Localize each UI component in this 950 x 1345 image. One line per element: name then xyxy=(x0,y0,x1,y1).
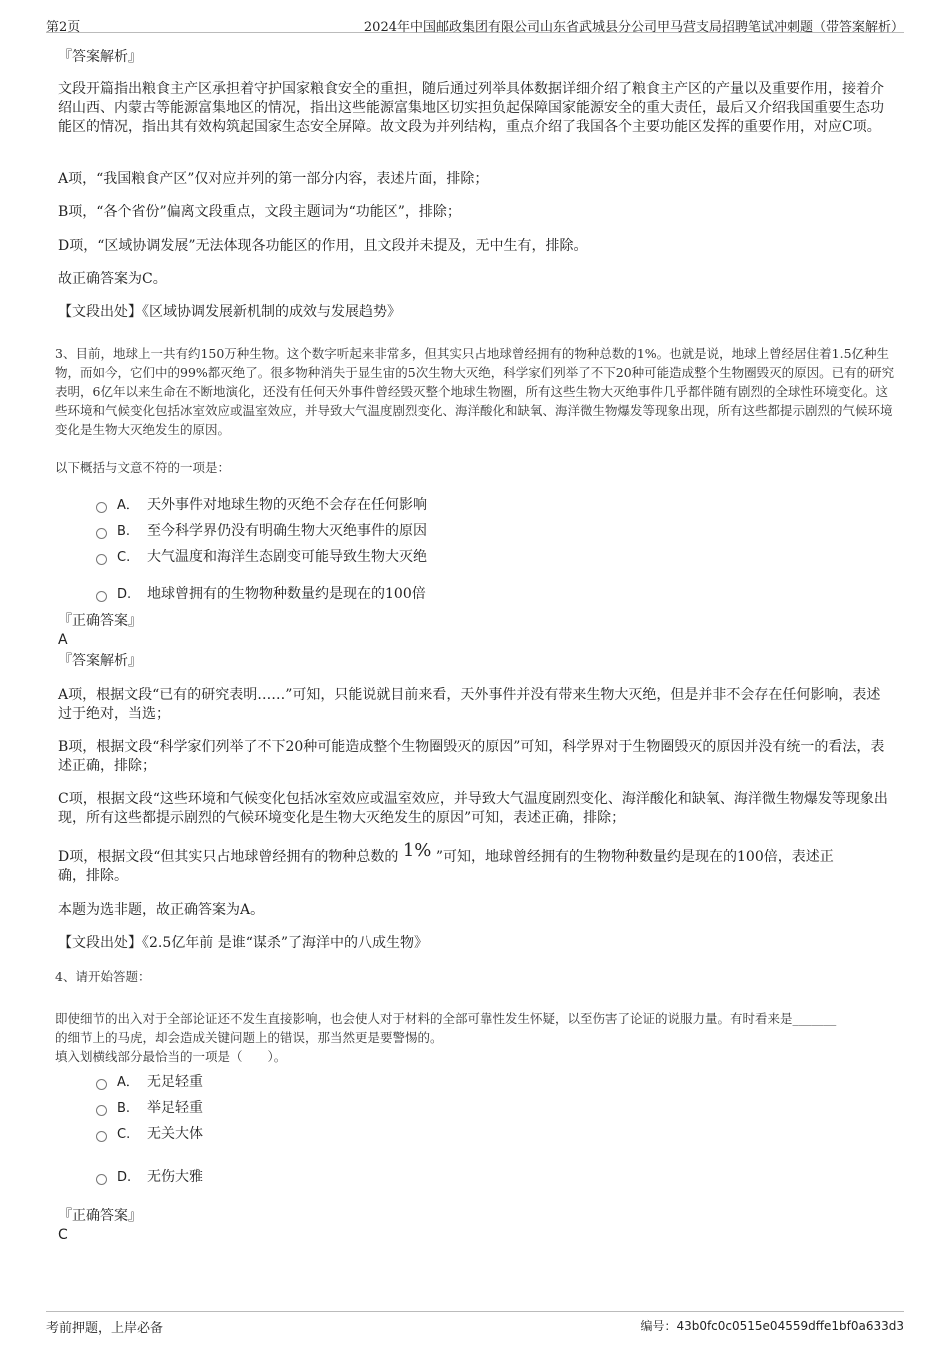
page-number: 第2页 xyxy=(46,20,81,35)
q3-analysis-title: 『答案解析』 xyxy=(58,653,142,669)
option-text: 无关大体 xyxy=(147,1126,203,1142)
q2-option-d-analysis: D项，“区域协调发展”无法体现各功能区的作用，且文段并未提及，无中生有，排除。 xyxy=(58,238,588,254)
option-text: 天外事件对地球生物的灭绝不会存在任何影响 xyxy=(147,497,427,513)
radio-icon[interactable] xyxy=(96,554,107,565)
q3-option-d[interactable] xyxy=(96,583,426,603)
option-text: 举足轻重 xyxy=(147,1100,203,1116)
option-key: A． xyxy=(117,498,139,513)
document-title: 2024年中国邮政集团有限公司山东省武城县分公司甲马营支局招聘笔试冲刺题（带答案解析） xyxy=(363,20,904,35)
q3-option-a-analysis: A项，根据文段“已有的研究表明……”可知，只能说就目前来看，天外事件并没有带来生物大灭绝，但是并非不会存在任何影响，表述过于绝对，当选； xyxy=(58,687,881,722)
option-key: D. xyxy=(117,1170,132,1185)
q2-conclusion: 故正确答案为C。 xyxy=(58,271,167,287)
option-text: 无足轻重 xyxy=(147,1074,203,1090)
q2-analysis-title: 『答案解析』 xyxy=(58,49,142,65)
q3-option-b-analysis: B项，根据文段“科学家们列举了不下20种可能造成整个生物圈毁灭的原因”可知，科学界对于生物圈毁灭的原因并没有统一的看法，表述正确，排除； xyxy=(58,739,885,774)
q3-option-c[interactable] xyxy=(96,546,427,566)
q3-d-pre: D项，根据文段“但其实只占地球曾经拥有的物种总数的 xyxy=(58,849,399,865)
q3-answer: A xyxy=(58,632,68,648)
radio-icon[interactable] xyxy=(96,502,107,513)
radio-icon[interactable] xyxy=(96,1105,107,1116)
q2-source: 【文段出处】《区域协调发展新机制的成效与发展趋势》 xyxy=(58,304,401,320)
q4-option-c[interactable] xyxy=(96,1123,203,1143)
radio-icon[interactable] xyxy=(96,1131,107,1142)
q2-option-a-analysis: A项，“我国粮食产区”仅对应并列的第一部分内容，表述片面，排除； xyxy=(58,171,489,187)
q4-prompt: 填入划横线部分最恰当的一项是（ ）。 xyxy=(55,1049,287,1064)
q4-option-d[interactable] xyxy=(96,1166,203,1186)
q4-passage-line2: 的细节上的马虎，却会造成关键问题上的错误，那当然更是要警惕的。 xyxy=(55,1030,443,1045)
q2-option-b-analysis: B项，“各个省份”偏离文段重点，文段主题词为“功能区”，排除； xyxy=(58,204,461,220)
option-key: B. xyxy=(117,1101,131,1116)
option-text: 地球曾拥有的生物物种数量约是现在的100倍 xyxy=(147,586,426,602)
q3-option-c-analysis: C项，根据文段“这些环境和气候变化包括冰室效应或温室效应，并导致大气温度剧烈变化、海洋酸化和缺氧、海洋微生物爆发等现象出现，所有这些都提示剧烈的气候环境变化是生物大灭绝发生的原因”可知，表述正确，排除； xyxy=(58,791,888,826)
q3-conclusion: 本题为选非题，故正确答案为A。 xyxy=(58,902,265,918)
q4-option-a[interactable] xyxy=(96,1071,203,1091)
q4-passage-line1: 即使细节的出入对于全部论证还不发生直接影响，也会使人对于材料的全部可靠性发生怀疑，以至伤害了论证的说服力量。有时看来是_______ xyxy=(55,1011,837,1026)
document-id: 编号：43b0fc0c0515e04559dffe1bf0a633d3 xyxy=(640,1319,904,1333)
option-key: D. xyxy=(117,587,132,602)
option-text: 至今科学界仍没有明确生物大灭绝事件的原因 xyxy=(147,523,427,539)
q3-prompt: 以下概括与文意不符的一项是： xyxy=(55,460,231,475)
q3-option-d-analysis xyxy=(58,840,894,886)
option-key: A． xyxy=(117,1075,139,1090)
q3-option-a[interactable] xyxy=(96,494,427,514)
q4-answer-title: 『正确答案』 xyxy=(58,1208,142,1224)
radio-icon[interactable] xyxy=(96,1079,107,1090)
option-text: 无伤大雅 xyxy=(147,1169,203,1185)
q3-d-percent: 1% xyxy=(402,840,432,861)
q2-analysis-text: 文段开篇指出粮食主产区承担着守护国家粮食安全的重担，随后通过列举具体数据详细介绍了粮食主产区的产量以及重要作用，接着介绍山西、内蒙古等能源富集地区的情况，指出这些能源富集地区切实担负起保障国家能源安全的重大责任，最后又介绍我国重要生态功能区的情况，指出其有效构筑起国家生态安全屏障。故文段为并列结构，重点介绍了我国各个主要功能区发挥的重要作用，对应C项。 xyxy=(58,81,884,135)
option-key: C. xyxy=(117,550,131,565)
q3-source: 【文段出处】《2.5亿年前 是谁“谋杀”了海洋中的八成生物》 xyxy=(58,935,429,951)
q3-option-b[interactable] xyxy=(96,520,427,540)
q3-d-line2: 确，排除。 xyxy=(58,868,128,884)
q3-passage: 3、目前，地球上一共有约150万种生物。这个数字听起来非常多，但其实只占地球曾经拥有的物种总数的1%。也就是说，地球上曾经居住着1.5亿种生物，而如今，它们中的99%都灭绝了。很多物种消失于显生宙的5次生物大灭绝，科学家们列举了不下20种可能造成整个生物圈毁灭的原因。已有的研究表明，6亿年以来生命在不断地演化，还没有任何天外事件曾经毁灭整个地球生物圈，所有这些生物大灭绝事件几乎都伴随有剧烈的全球性环境变化。这些环境和气候变化包括冰室效应或温室效应，并导致大气温度剧烈变化、海洋酸化和缺氧、海洋微生物爆发等现象出现，所有这些都提示剧烈的气候环境变化是生物大灭绝发生的原因。 xyxy=(55,346,895,437)
radio-icon[interactable] xyxy=(96,528,107,539)
page-header xyxy=(46,16,904,33)
q3-answer-title: 『正确答案』 xyxy=(58,613,142,629)
radio-icon[interactable] xyxy=(96,591,107,602)
option-key: C. xyxy=(117,1127,131,1142)
q4-label: 4、请开始答题： xyxy=(55,969,151,984)
q4-option-b[interactable] xyxy=(96,1097,203,1117)
option-text: 大气温度和海洋生态剧变可能导致生物大灭绝 xyxy=(147,549,427,565)
option-key: B. xyxy=(117,524,131,539)
q4-answer: C xyxy=(58,1227,68,1243)
footer-slogan: 考前押题，上岸必备 xyxy=(46,1321,164,1336)
q3-d-post: ”可知，地球曾经拥有的生物物种数量约是现在的100倍，表述正 xyxy=(435,849,834,865)
radio-icon[interactable] xyxy=(96,1174,107,1185)
page-footer xyxy=(46,1311,904,1336)
